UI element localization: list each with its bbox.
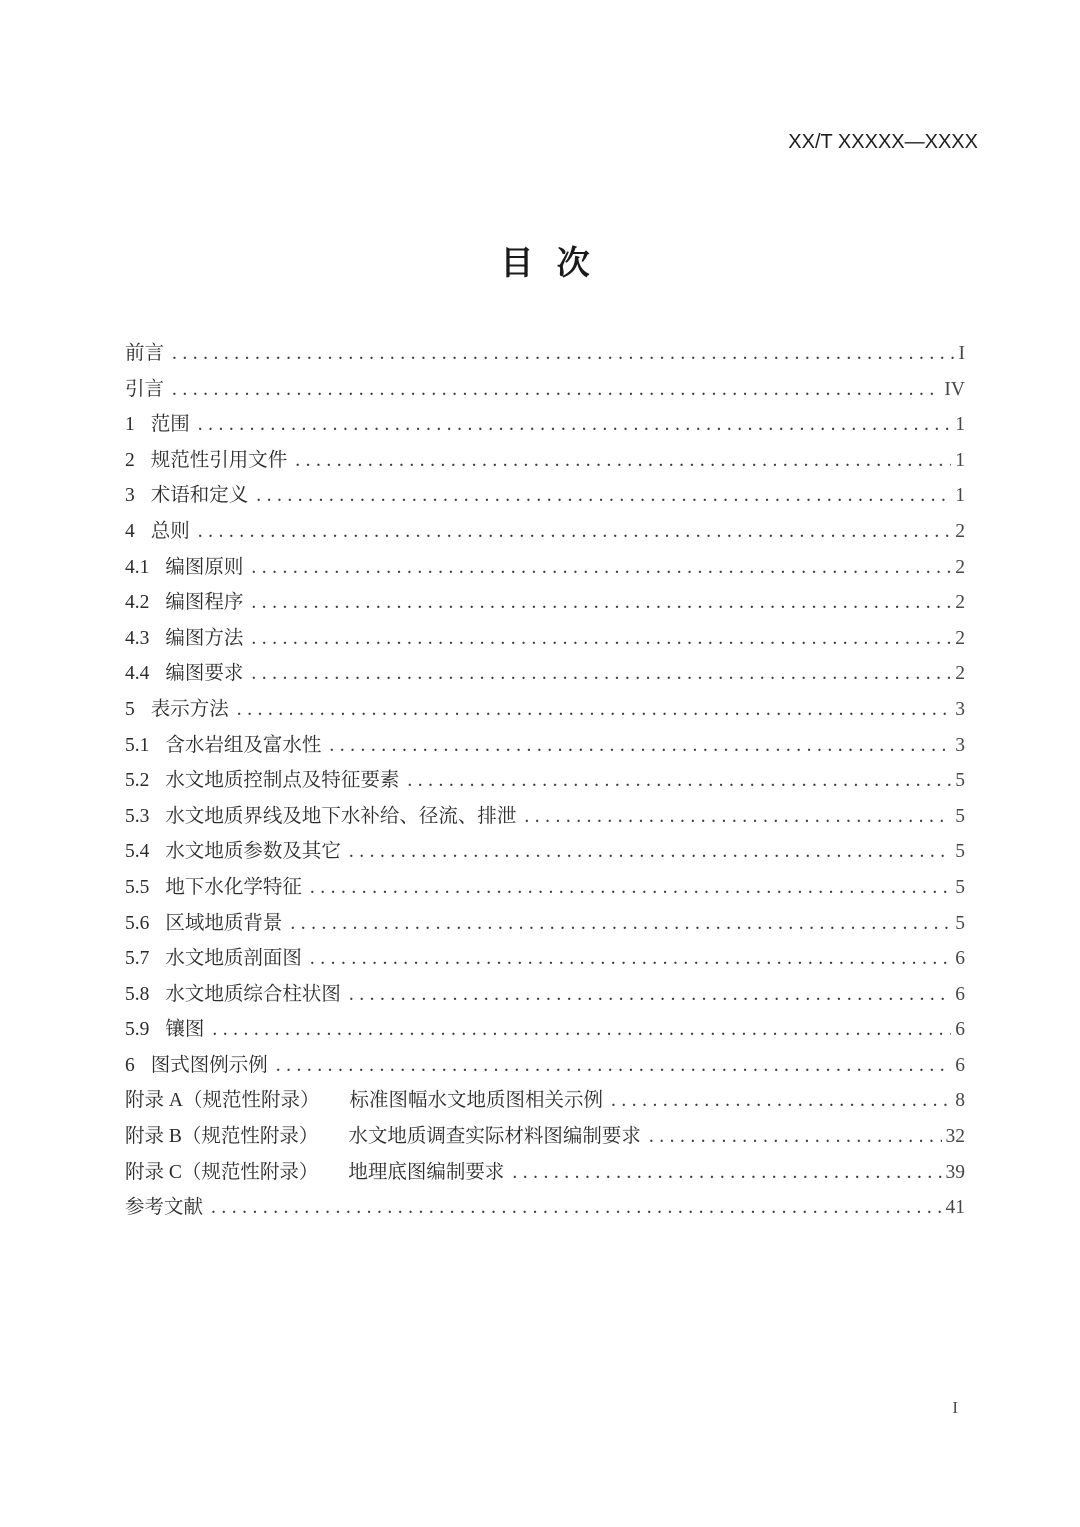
toc-entry-title: 含水岩组及富水性 (165, 734, 322, 756)
toc-entry-title: 引言 (125, 378, 165, 400)
toc-entry (125, 514, 965, 550)
toc-entry-page: 1 (955, 449, 965, 471)
toc-entry-page: 6 (955, 983, 965, 1005)
page-title: 目 次 (500, 244, 590, 281)
dot-leader (524, 799, 951, 835)
toc-entry (125, 1012, 965, 1048)
toc-entry-page: 5 (955, 876, 965, 898)
dot-leader (310, 941, 951, 977)
toc-entry (125, 977, 965, 1013)
toc-entry-title: 水文地质界线及地下水补给、径流、排泄 (165, 805, 517, 827)
toc-entry-title: 编图方法 (165, 627, 244, 649)
toc-entry-page: 6 (955, 1019, 965, 1041)
toc-entry-number: 4.1 (125, 556, 150, 578)
dot-leader (276, 1048, 951, 1084)
toc-entry-title: 图式图例示例 (150, 1054, 268, 1076)
toc-entry-title: 水文地质剖面图 (165, 948, 302, 970)
toc-entry (125, 407, 965, 443)
toc-entry-number: 4 (125, 520, 135, 542)
toc-entry-number: 5 (125, 698, 135, 720)
toc-entry-page: 6 (955, 1054, 965, 1076)
dot-leader (198, 407, 951, 443)
table-of-contents (125, 336, 965, 1226)
toc-entry-number: 4.4 (125, 663, 150, 685)
toc-entry-page: 1 (955, 485, 965, 507)
toc-entry-page: 41 (945, 1197, 965, 1219)
toc-entry-number: 附录 B（规范性附录） (125, 1126, 319, 1148)
toc-entry (125, 621, 965, 657)
toc-entry-number: 附录 C（规范性附录） (125, 1161, 319, 1183)
toc-entry-title: 水文地质调查实际材料图编制要求 (348, 1126, 641, 1148)
toc-entry-page: 6 (955, 948, 965, 970)
dot-leader (251, 550, 951, 586)
toc-entry-title: 前言 (125, 343, 165, 364)
toc-entry-number: 3 (125, 485, 135, 507)
dot-leader (251, 585, 951, 621)
toc-entry-page: 3 (955, 734, 965, 756)
toc-entry (125, 1155, 965, 1191)
toc-entry-number: 5.3 (125, 805, 150, 827)
dot-leader (237, 692, 951, 728)
dot-leader (212, 1012, 951, 1048)
toc-entry-page: 2 (955, 520, 965, 542)
toc-entry-number: 4.2 (125, 592, 150, 614)
dot-leader (329, 728, 951, 764)
toc-entry-title: 术语和定义 (150, 485, 249, 507)
toc-entry (125, 692, 965, 728)
toc-entry (125, 336, 965, 372)
toc-entry-page: 5 (955, 912, 965, 934)
toc-entry-page: 2 (955, 592, 965, 614)
toc-entry-title: 区域地质背景 (165, 912, 283, 934)
toc-entry-title: 编图原则 (165, 556, 244, 578)
toc-entry (125, 941, 965, 977)
toc-entry-title: 编图要求 (165, 663, 244, 685)
toc-entry-title: 标准图幅水文地质图相关示例 (349, 1090, 603, 1112)
toc-entry-number: 5.9 (125, 1019, 150, 1041)
toc-entry-page: 1 (955, 414, 965, 436)
toc-entry-page: 2 (955, 556, 965, 578)
toc-entry-number: 5.8 (125, 983, 150, 1005)
toc-entry-number: 5.1 (125, 734, 150, 756)
toc-entry-number: 附录 A（规范性附录） (125, 1090, 320, 1112)
toc-entry-page: 3 (955, 698, 965, 720)
toc-entry-page: 2 (955, 627, 965, 649)
toc-entry-title: 水文地质综合柱状图 (165, 983, 341, 1005)
dot-leader (349, 834, 951, 870)
toc-entry (125, 906, 965, 942)
toc-entry (125, 478, 965, 514)
toc-entry-number: 5.4 (125, 841, 150, 863)
toc-entry-page: 32 (945, 1126, 965, 1148)
dot-leader (349, 977, 951, 1013)
toc-entry-title: 水文地质参数及其它 (165, 841, 341, 863)
dot-leader (310, 870, 951, 906)
dot-leader (290, 906, 951, 942)
dot-leader (211, 1190, 941, 1226)
dot-leader (251, 656, 951, 692)
toc-entry-title: 编图程序 (165, 592, 244, 614)
toc-entry-number: 6 (125, 1054, 135, 1076)
toc-entry-title: 地下水化学特征 (165, 876, 302, 898)
toc-entry-title: 参考文献 (125, 1197, 204, 1219)
dot-leader (295, 443, 951, 479)
dot-leader (649, 1119, 942, 1155)
toc-entry-page: IV (944, 378, 965, 400)
toc-entry (125, 870, 965, 906)
dot-leader (512, 1155, 941, 1191)
toc-entry-number: 5.6 (125, 912, 150, 934)
toc-entry-number: 2 (125, 449, 135, 471)
toc-entry-title: 表示方法 (150, 698, 229, 720)
toc-entry-page: 8 (955, 1090, 965, 1112)
toc-entry-page: 5 (955, 805, 965, 827)
toc-entry-title: 地理底图编制要求 (348, 1161, 505, 1183)
dot-leader (256, 478, 951, 514)
dot-leader (611, 1083, 951, 1119)
toc-entry-page: 2 (955, 663, 965, 685)
standard-code: XX/T XXXXX—XXXX (788, 131, 978, 153)
toc-entry (125, 585, 965, 621)
toc-entry (125, 656, 965, 692)
dot-leader (172, 336, 954, 372)
toc-entry-page: 39 (945, 1161, 965, 1183)
toc-entry (125, 763, 965, 799)
toc-entry-title: 水文地质控制点及特征要素 (165, 770, 400, 792)
toc-entry (125, 799, 965, 835)
toc-entry-title: 总则 (150, 520, 190, 542)
dot-leader (172, 372, 940, 408)
toc-entry (125, 1190, 965, 1226)
toc-entry (125, 728, 965, 764)
toc-entry-title: 规范性引用文件 (150, 449, 288, 471)
toc-entry (125, 834, 965, 870)
toc-entry-number: 5.2 (125, 770, 150, 792)
toc-entry (125, 1083, 965, 1119)
toc-entry (125, 1048, 965, 1084)
toc-entry (125, 443, 965, 479)
toc-entry-title: 范围 (150, 414, 190, 436)
toc-entry (125, 372, 965, 408)
footer-page-number: I (952, 1398, 958, 1417)
toc-entry-page: I (958, 343, 965, 364)
dot-leader (251, 621, 951, 657)
toc-entry-page: 5 (955, 770, 965, 792)
toc-entry-title: 镶图 (165, 1019, 205, 1041)
toc-entry-number: 1 (125, 414, 135, 436)
toc-entry (125, 1119, 965, 1155)
toc-entry-number: 5.5 (125, 876, 150, 898)
toc-entry-number: 5.7 (125, 948, 150, 970)
toc-entry-number: 4.3 (125, 627, 150, 649)
dot-leader (198, 514, 951, 550)
dot-leader (407, 763, 951, 799)
toc-entry (125, 550, 965, 586)
toc-entry-page: 5 (955, 841, 965, 863)
